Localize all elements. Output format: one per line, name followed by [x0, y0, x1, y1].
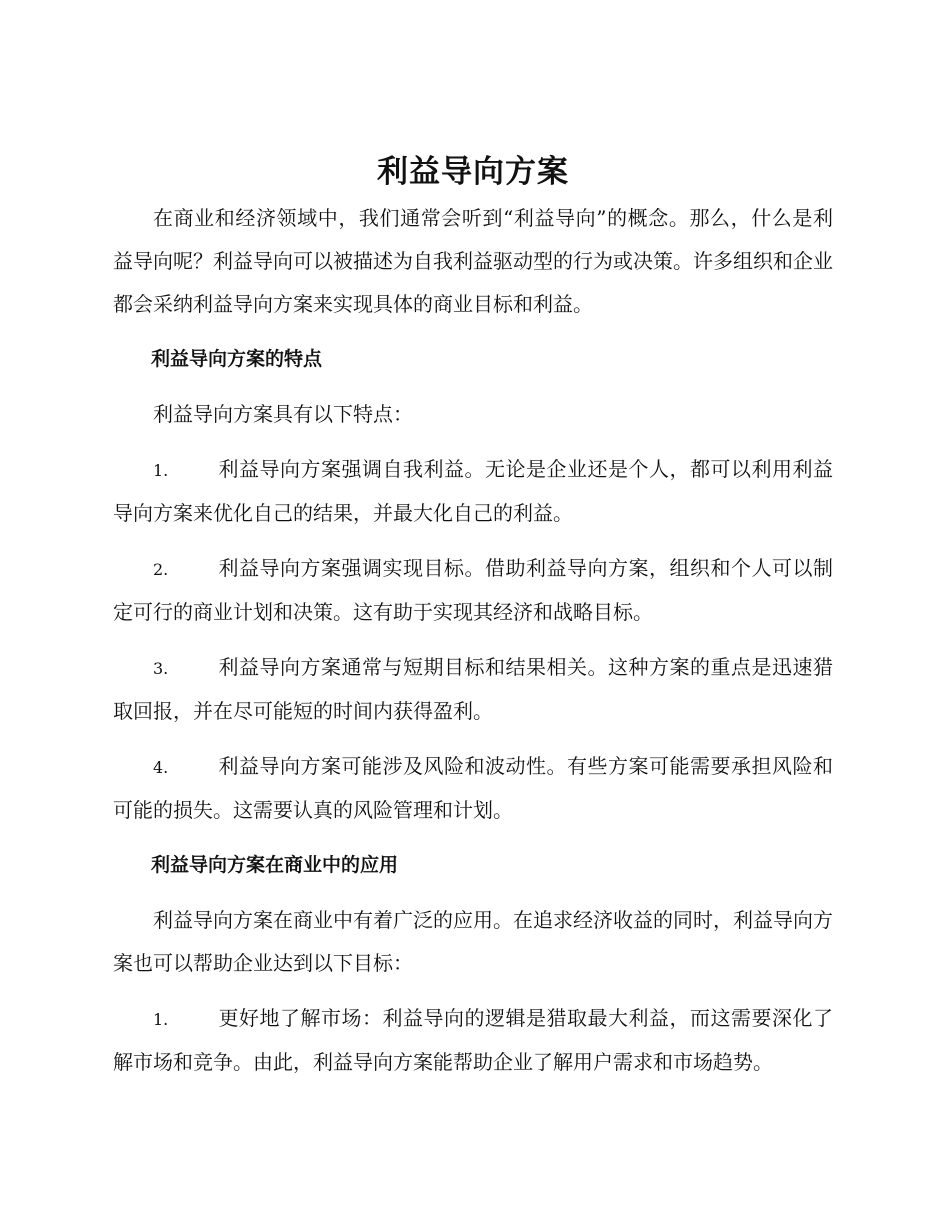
list-item [113, 646, 833, 733]
intro-paragraph: 在商业和经济领域中，我们通常会听到“利益导向”的概念。那么，什么是利益导向呢？利益导向可以被描述为自我利益驱动型的行为或决策。许多组织和企业都会采纳利益导向方案来实现具体的商业目标和利益。 [113, 206, 833, 316]
list-number: 4. [153, 758, 169, 777]
spacer [113, 985, 833, 997]
list-item-text: 利益导向方案强调实现目标。借助利益导向方案，组织和个人可以制定可行的商业计划和决策。这有助于实现其经济和战略目标。 [113, 556, 833, 624]
list-item [113, 997, 833, 1084]
list-number: 1. [153, 1010, 169, 1029]
spacer [113, 887, 833, 899]
list-item [113, 448, 833, 535]
list-item-text: 更好地了解市场：利益导向的逻辑是猎取最大利益，而这需要深化了解市场和竞争。由此，利益导向方案能帮助企业了解用户需求和市场趋势。 [113, 1006, 833, 1074]
document-page [113, 150, 833, 1084]
spacer [113, 733, 833, 745]
spacer [113, 832, 833, 844]
list-number: 1. [153, 461, 169, 480]
list-item-text: 利益导向方案强调自我利益。无论是企业还是个人，都可以利用利益导向方案来优化自己的结果，并最大化自己的利益。 [113, 457, 833, 525]
section-lead-features: 利益导向方案具有以下特点： [153, 402, 413, 426]
list-item-text: 利益导向方案通常与短期目标和结果相关。这种方案的重点是迅速猎取回报，并在尽可能短的时间内获得盈利。 [113, 655, 833, 723]
spacer [113, 634, 833, 646]
list-item-text: 利益导向方案可能涉及风险和波动性。有些方案可能需要承担风险和可能的损失。这需要认真的风险管理和计划。 [113, 754, 833, 822]
spacer [113, 326, 833, 338]
list-number: 2. [153, 560, 169, 579]
list-item [113, 745, 833, 832]
spacer [113, 381, 833, 393]
section-heading-applications: 利益导向方案在商业中的应用 [151, 854, 399, 876]
document-title: 利益导向方案 [377, 154, 569, 190]
section-lead-applications: 利益导向方案在商业中有着广泛的应用。在追求经济收益的同时，利益导向方案也可以帮助企业达到以下目标： [113, 908, 833, 975]
list-number: 3. [153, 659, 169, 678]
spacer [113, 436, 833, 448]
spacer [113, 535, 833, 547]
list-item [113, 547, 833, 634]
section-heading-features: 利益导向方案的特点 [151, 348, 323, 370]
